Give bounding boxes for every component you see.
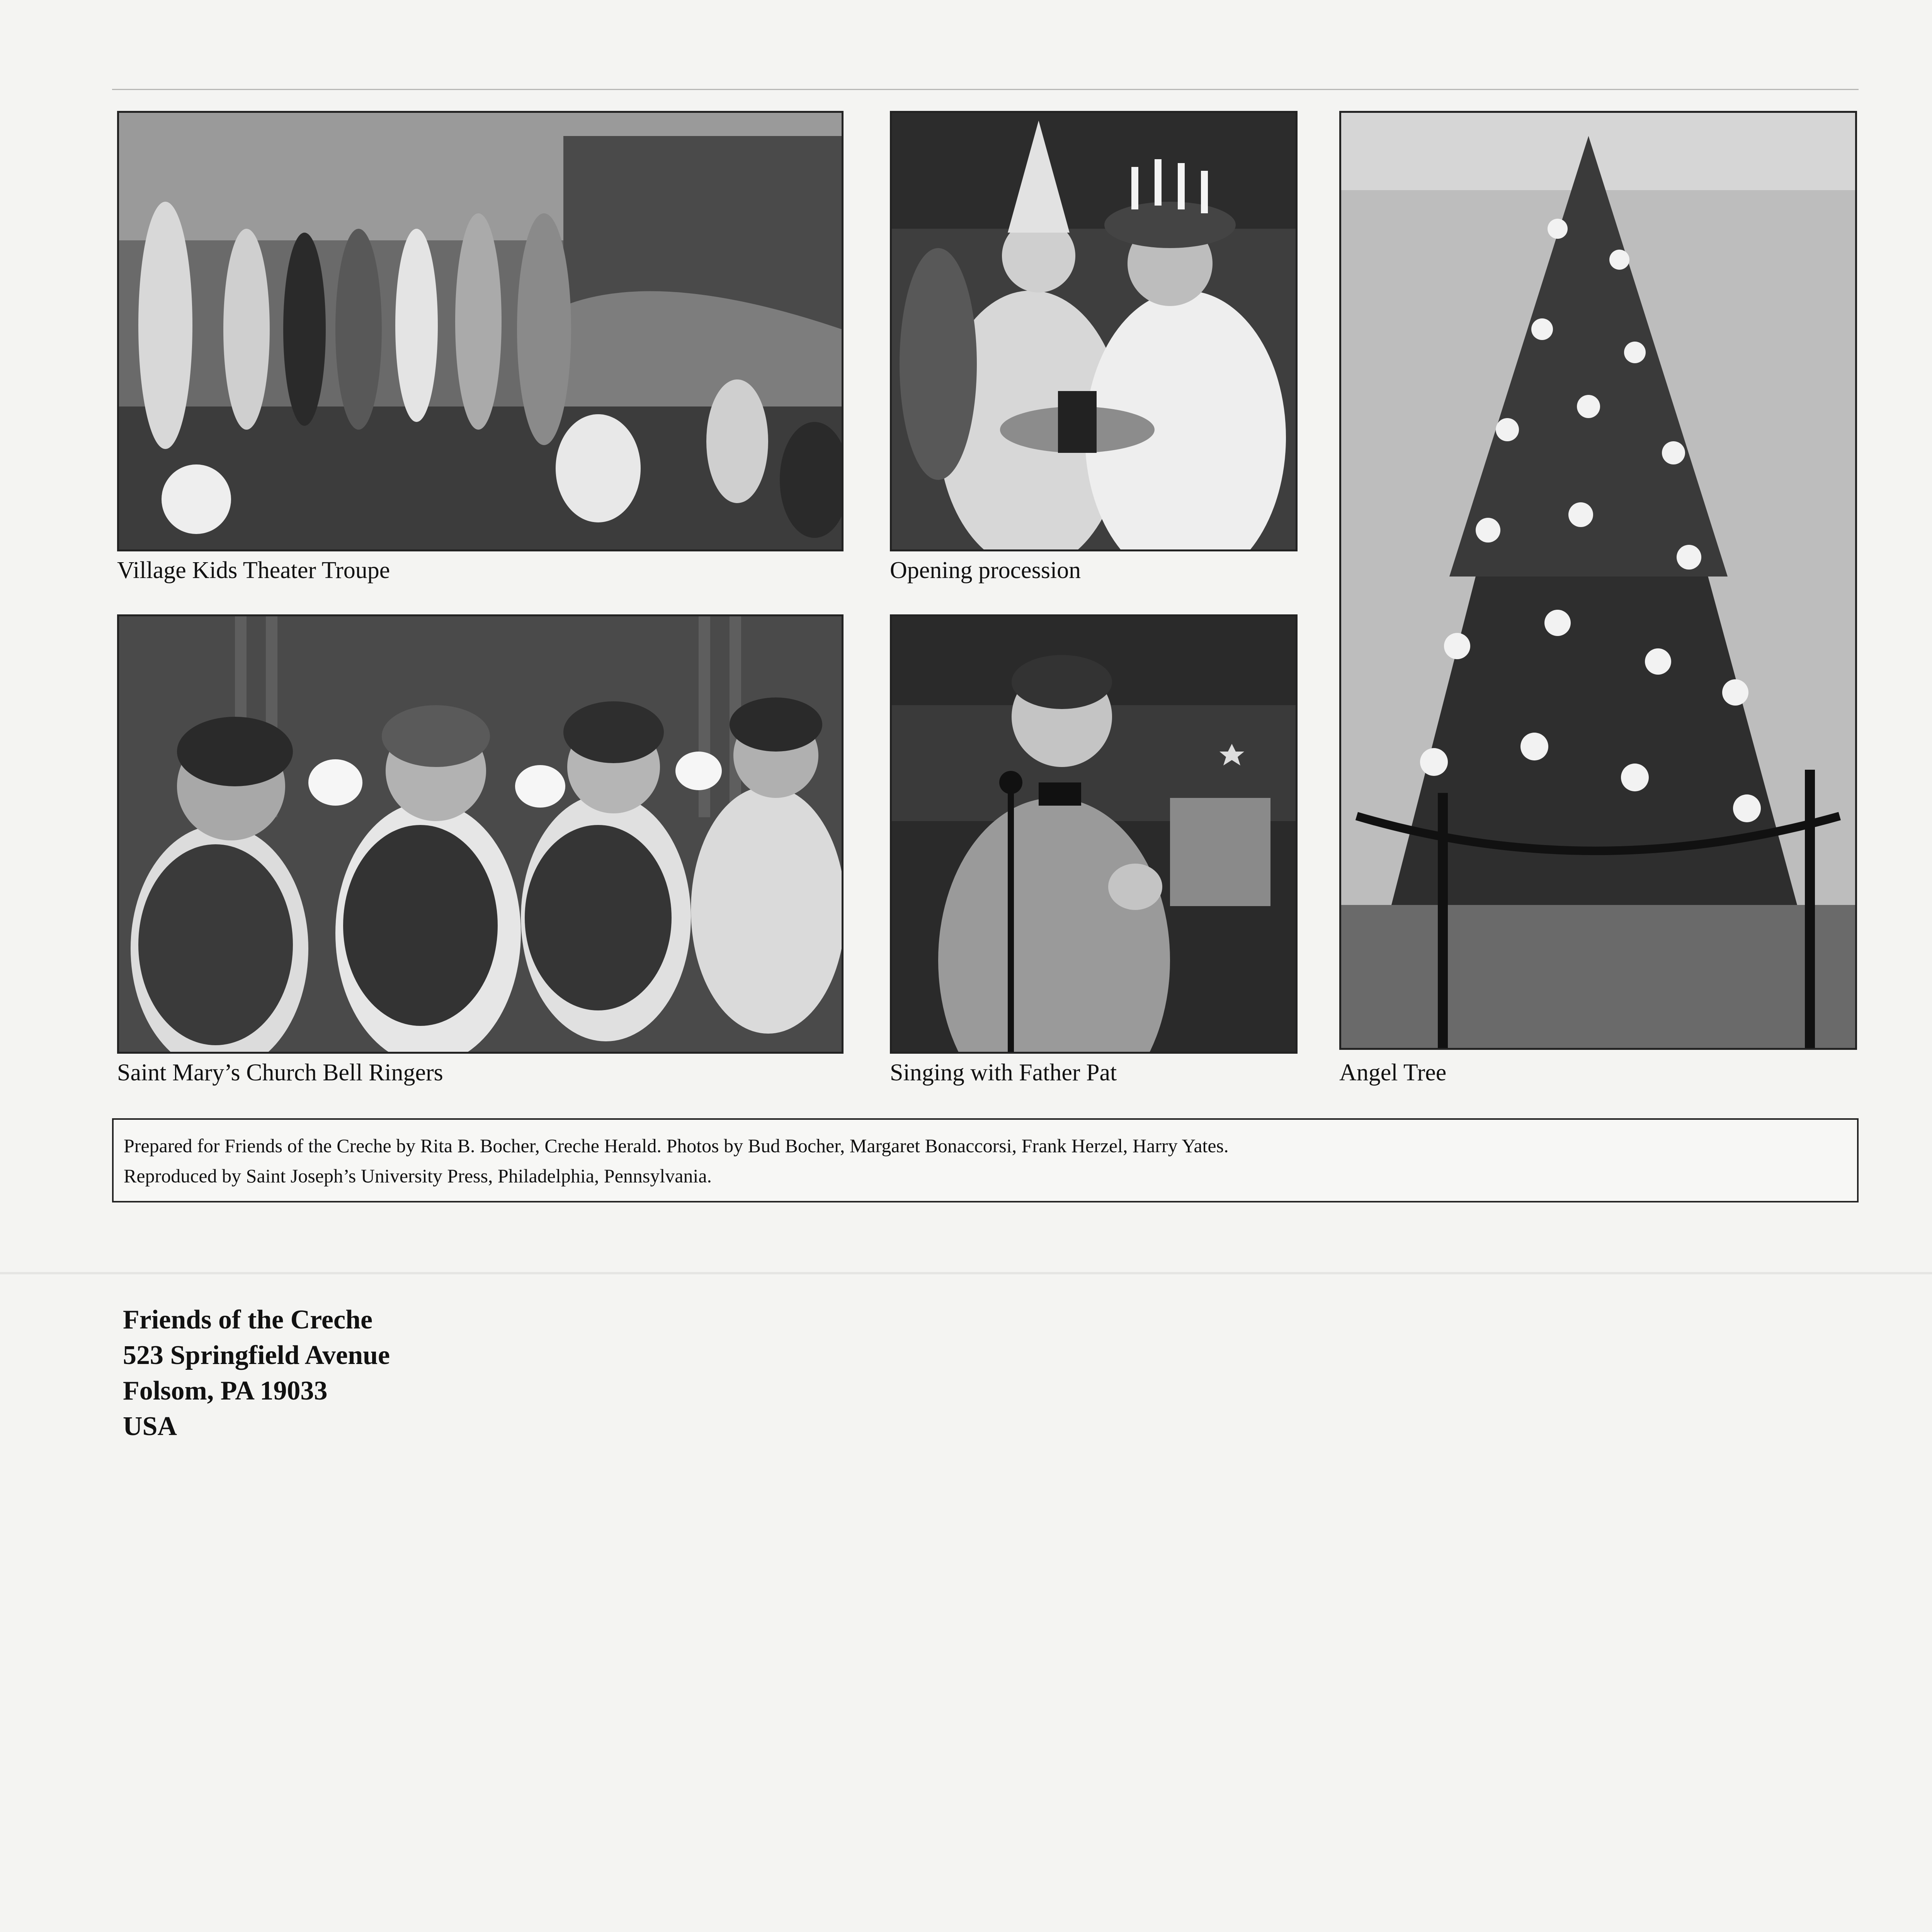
photo-opening-procession [890,111,1298,551]
photo-village-kids [117,111,844,551]
credits-line-1: Prepared for Friends of the Creche by Rita B. Bocher, Creche Herald. Photos by Bud Bocher, Margaret Bonaccorsi, Frank Herzel, Harry Yates. [124,1135,1229,1156]
credits-line-2: Reproduced by Saint Joseph’s University Press, Philadelphia, Pennsylvania. [124,1165,712,1187]
caption-father-pat: Singing with Father Pat [890,1060,1117,1086]
address-country: USA [123,1412,177,1441]
caption-opening-procession: Opening procession [890,557,1081,583]
address-org: Friends of the Creche [123,1305,373,1335]
address-city: Folsom, PA 19033 [123,1376,328,1406]
photo-father-pat [890,614,1298,1054]
credits-box [112,1118,1859,1202]
photo-angel-tree [1339,111,1857,1050]
top-rule [112,89,1859,90]
caption-angel-tree: Angel Tree [1339,1060,1447,1086]
address-street: 523 Springfield Avenue [123,1340,390,1370]
page-fold-line [0,1272,1932,1274]
mailing-address [123,1302,390,1444]
photo-bell-ringers [117,614,844,1054]
caption-village-kids: Village Kids Theater Troupe [117,557,390,583]
caption-bell-ringers: Saint Mary’s Church Bell Ringers [117,1060,443,1086]
